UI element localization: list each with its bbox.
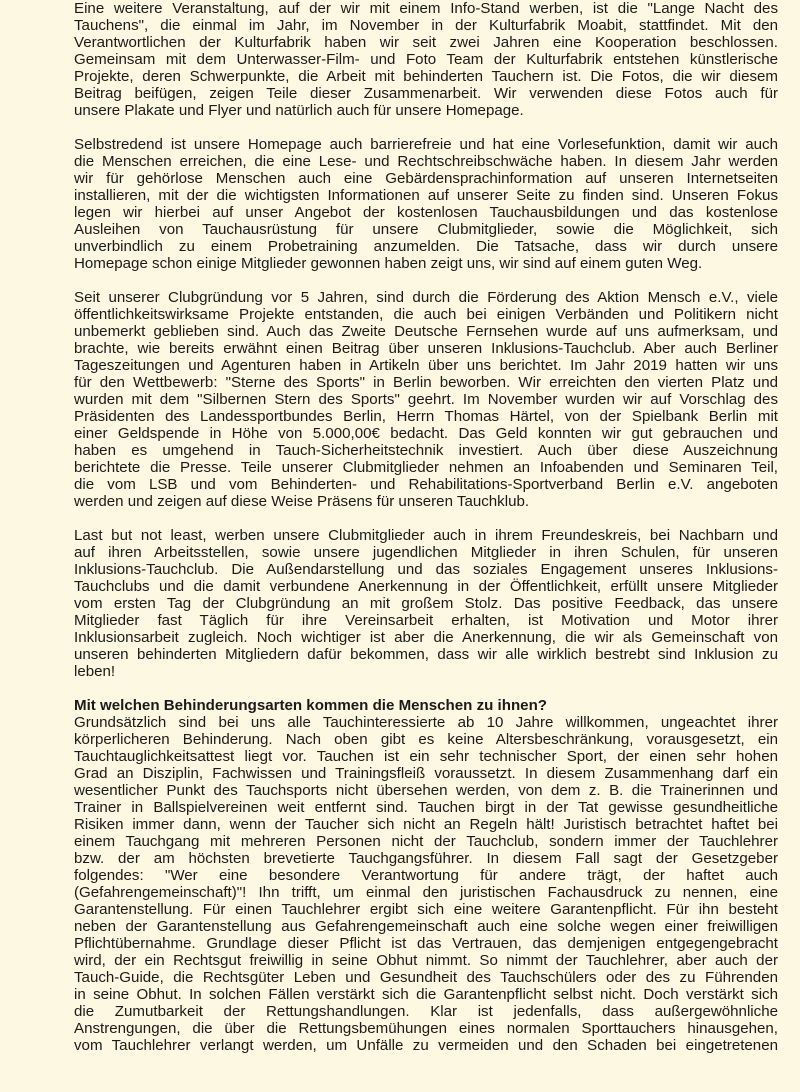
text-line: (Gefahrengemeinschaft)"! Ihn trifft, um einmal den juristischen Fachausdruck zu nennen, eine (74, 884, 778, 901)
text-line: wurden mit dem "Silbernen Stern des Sports" geehrt. Im November wurden wir auf Vorschlag des (74, 391, 778, 408)
text-line: wir für gehörlose Menschen auch eine Gebärdensprachinformation auf unseren Internetseiten (74, 170, 778, 187)
text-line: bzw. der am höchsten brevetierte Tauchgangsführer. In diesem Fall sagt der Gesetzgeber (74, 850, 778, 867)
document-body (74, 0, 778, 1054)
text-line: installieren, mit der die wichtigsten Informationen auf unserer Seite zu finden sind. Unseren Fokus (74, 187, 778, 204)
text-line: unverbindlich zu einem Probetraining anzumelden. Die Tatsache, dass wir durch unsere (74, 238, 778, 255)
text-line: berichtete die Presse. Teile unserer Clubmitglieder nehmen an Infoabenden und Seminaren Teil, (74, 459, 778, 476)
text-line: Seit unserer Clubgründung vor 5 Jahren, sind durch die Förderung des Aktion Mensch e.V., viele (74, 289, 778, 306)
text-line: Ausleihen von Tauchausrüstung für unsere Clubmitglieder, sowie die Möglichkeit, sich (74, 221, 778, 238)
text-line: haben es umgehend in Tauch-Sicherheitstechnik investiert. Auch über diese Auszeichnung (74, 442, 778, 459)
paragraph-p2 (74, 136, 778, 272)
text-line: wesentlicher Punkt des Tauchsports nicht übersehen werden, von dem z. B. die Trainerinnen und (74, 782, 778, 799)
text-line: Homepage schon einige Mitglieder gewonnen haben zeigt uns, wir sind auf einem guten Weg. (74, 255, 703, 272)
text-line: Pflichtübernahme. Grundlage dieser Pflicht ist das Vertrauen, das demjenigen entgegengebracht (74, 935, 778, 952)
text-line: Risiken immer dann, wenn der Taucher sich nicht an Regeln hält! Juristisch betrachtet haftet bei (74, 816, 778, 833)
text-line: Tauchens", die einmal im Jahr, im November in der Kulturfabrik Moabit, stattfindet. Mit den (74, 17, 778, 34)
text-line: Inklusionsarbeit zugleich. Noch wichtiger ist aber die Anerkennung, die wir als Gemeinschaft von (74, 629, 778, 646)
text-line: Gemeinsam mit dem Unterwasser-Film- und Foto Team der Kulturfabrik entstehen künstlerische (74, 51, 778, 68)
text-line: Beitrag beifügen, zeigen Teile dieser Zusammenarbeit. Wir verwenden diese Fotos auch für (74, 85, 778, 102)
text-line: neben der Garantenstellung aus Gefahrengemeinschaft auch eine solche wegen einer freiwilligen (74, 918, 778, 935)
text-line: unseren behinderten Mitgliedern dafür bekommen, dass wir alle wirklich bestrebt sind Inklusion zu (74, 646, 778, 663)
text-line: die Zumutbarkeit der Rettungshandlungen. Klar ist jedenfalls, dass außergewöhnliche (74, 1003, 778, 1020)
text-line: für den Wettbewerb: "Sterne des Sports" in Berlin beworben. Wir erreichten den vierten Platz und (74, 374, 778, 391)
text-line: folgendes: "Wer eine besondere Verantwortung für andere trägt, der haftet auch (74, 867, 778, 884)
paragraph-gap (74, 119, 778, 136)
text-line: Anstrengungen, die über die Rettungsbemühungen eines normalen Sporttauchers hinausgehen, (74, 1020, 778, 1037)
text-line: Grad an Disziplin, Fachwissen und Trainingsfleiß voraussetzt. In diesem Zusammenhang darf ein (74, 765, 778, 782)
text-line: leben! (74, 663, 116, 680)
paragraph-gap (74, 272, 778, 289)
text-line: einer Geldspende in Höhe von 5.000,00€ bedacht. Das Geld konnten wir gut gebrauchen und (74, 425, 778, 442)
text-line: Last but not least, werben unsere Clubmitglieder auch in ihrem Freundeskreis, bei Nachbarn und (74, 527, 778, 544)
text-line: Tageszeitungen und Agenturen haben in Artikeln über uns berichtet. Im Jahr 2019 hatten wir uns (74, 357, 778, 374)
text-line: legen wir hierbei auf unser Angebot der kostenlosen Tauchausbildungen und das kostenlose (74, 204, 778, 221)
text-line: Trainer in Ballspielvereinen weit entfernt sind. Tauchen birgt in der Tat gewisse gesundheitliche (74, 799, 778, 816)
text-line: unbemerkt geblieben sind. Auch das Zweite Deutsche Fernsehen wurde auf uns aufmerksam, und (74, 323, 778, 340)
text-line: Mitglieder fast Täglich für ihre Vereinsarbeit erhalten, ist Motivation und Motor ihrer (74, 612, 778, 629)
text-line: Präsidenten des Landessportbundes Berlin, Herrn Thomas Härtel, von der Spielbank Berlin mit (74, 408, 778, 425)
text-line: vom Tauchlehrer verlangt werden, um Unfälle zu vermeiden und den Schaden bei eingetretenen (74, 1037, 778, 1054)
text-line: Eine weitere Veranstaltung, auf der wir mit einem Info-Stand werben, ist die "Lange Nacht des (74, 0, 778, 17)
paragraph-gap (74, 510, 778, 527)
section-behinderungsarten (74, 697, 778, 1054)
paragraph-gap (74, 680, 778, 697)
text-line: Tauchtauglichkeitsattest liegt vor. Tauchen ist ein sehr technischer Sport, der einen sehr hohen (74, 748, 778, 765)
paragraph-p1 (74, 0, 778, 119)
text-line: Verantwortlichen der Kulturfabrik haben wir seit zwei Jahren eine Kooperation beschlossen. (74, 34, 778, 51)
paragraph-p3 (74, 289, 778, 510)
text-line: Inklusions-Tauchclub. Die Außendarstellung und das soziales Engagement unseres Inklusions- (74, 561, 778, 578)
text-line: Selbstredend ist unsere Homepage auch barrierefreie und hat eine Vorlesefunktion, damit wir auch (74, 136, 778, 153)
text-line: Grundsätzlich sind bei uns alle Tauchinteressierte ab 10 Jahre willkommen, ungeachtet ihrer (74, 714, 778, 731)
text-line: Tauchclubs und die damit verbundene Anerkennung in der Öffentlichkeit, erfüllt unsere Mitglieder (74, 578, 778, 595)
section-heading: Mit welchen Behinderungsarten kommen die Menschen zu ihnen? (74, 697, 548, 714)
text-line: einem Tauchgang mit mehreren Personen nicht der Tauchclub, sondern immer der Tauchlehrer (74, 833, 778, 850)
text-line: brachte, wie bereits erwähnt einen Beitrag über unseren Inklusions-Tauchclub. Aber auch Berliner (74, 340, 778, 357)
text-line: Garantenstellung. Für einen Tauchlehrer ergibt sich eine weitere Garantenpflicht. Für ihn besteht (74, 901, 778, 918)
text-line: vom ersten Tag der Clubgründung an mit großem Stolz. Das positive Feedback, das unsere (74, 595, 778, 612)
text-line: öffentlichkeitswirksame Projekte entstanden, die auch bei einigen Verbänden und Politikern nicht (74, 306, 778, 323)
text-line: Tauch-Guide, die Rechtsgüter Leben und Gesundheit des Tauchschülers oder des zu Führenden (74, 969, 778, 986)
text-line: die vom LSB und vom Behinderten- und Rehabilitations-Sportverband Berlin e.V. angeboten (74, 476, 778, 493)
paragraph-p4 (74, 527, 778, 680)
text-line: Projekte, deren Schwerpunkte, die Arbeit mit behinderten Tauchern ist. Die Fotos, die wir diesem (74, 68, 778, 85)
text-line: werden und zeigen auf diese Weise Präsens für unseren Tauchklub. (74, 493, 530, 510)
text-line: die Menschen erreichen, die eine Lese- und Rechtschreibschwäche haben. In diesem Jahr werden (74, 153, 778, 170)
text-line: unsere Plakate und Flyer und natürlich auch für unsere Homepage. (74, 102, 524, 119)
text-line: körperlicheren Behinderung. Nach oben gibt es keine Altersbeschränkung, vorausgesetzt, ein (74, 731, 778, 748)
text-line: auf ihren Arbeitsstellen, sowie unsere jugendlichen Mitglieder in ihren Schulen, für unseren (74, 544, 778, 561)
text-line: wird, der ein Rechtsgut freiwillig in seine Obhut nimmt. So nimmt der Tauchlehrer, aber auch der (74, 952, 778, 969)
text-line: in seine Obhut. In solchen Fällen verstärkt sich die Garantenpflicht selbst nicht. Doch verstärkt sich (74, 986, 778, 1003)
